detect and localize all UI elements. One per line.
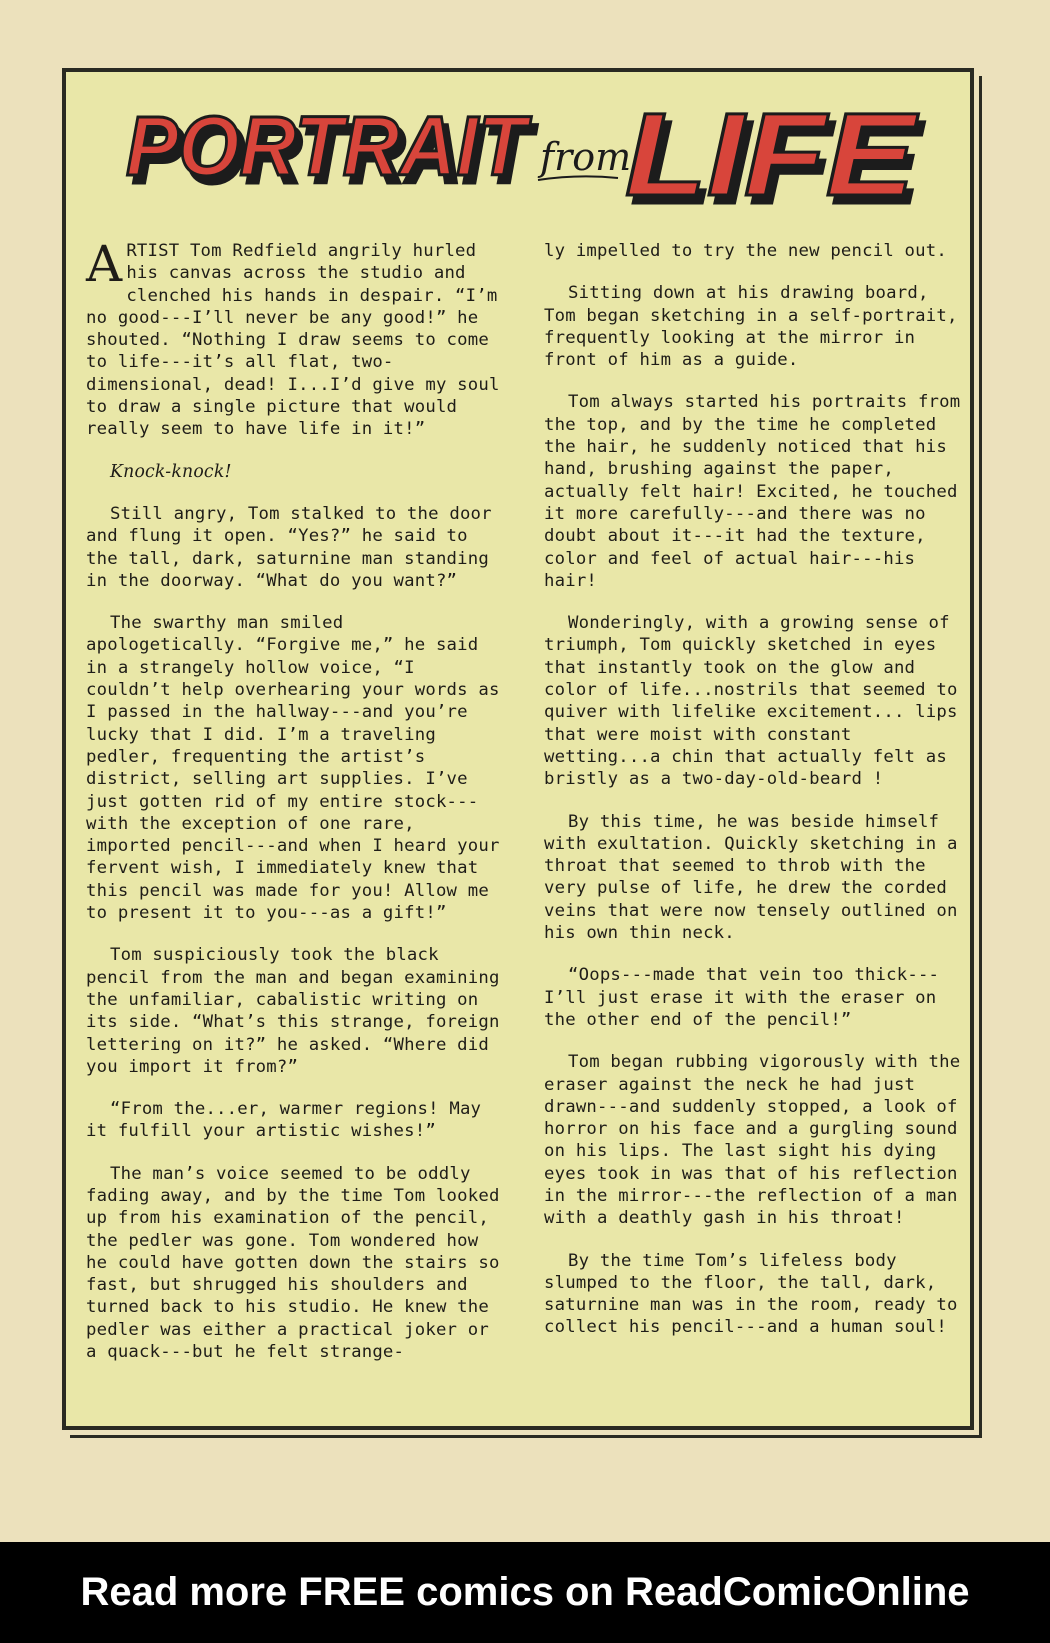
paragraph-10: Tom always started his portraits from the top, and by the time he completed the hair, he suddenly noticed that his hand, brushing against the paper, actually felt hair! Excited, he touched it more carefully---and there was no doubt about it---it had the texture, color and feel of actual hair---his hair! <box>544 392 961 591</box>
title-word-life: LIFE <box>625 89 919 221</box>
drop-cap: A <box>86 235 123 293</box>
paragraph-12: By this time, he was beside himself with exultation. Quickly sketching in a throat that seemed to throb with the very pulse of life, he drew the corded veins that were now tensely outlined on his own thin neck. <box>544 811 958 944</box>
paragraph-13: “Oops---made that vein too thick--- I’ll just erase it with the eraser on the other end of the pencil!” <box>544 965 940 1030</box>
paragraph-5: Tom suspiciously took the black pencil from the man and began examining the unfamiliar, cabalistic writing on its side. “What’s this strange, foreign lettering on it?” he asked. “Where did you import it from?” <box>86 945 500 1077</box>
paragraph-14: Tom began rubbing vigorously with the eraser against the neck he had just drawn---and suddenly stopped, a look of horror on his face and a gurgling sound on his lips. The last sight his dying eyes took in was that of his reflection in the mirror---the reflection of a man with a deathly gash in his throat! <box>544 1052 961 1229</box>
promo-banner <box>0 1542 1050 1643</box>
paragraph-6: “From the...er, warmer regions! May it fulfill your artistic wishes!” <box>86 1099 482 1142</box>
right-column <box>544 240 964 1359</box>
title-word-from: from <box>540 135 632 179</box>
left-column <box>86 235 506 1383</box>
paragraph-3: Still angry, Tom stalked to the door and flung it open. “Yes?” he said to the tall, dark, saturnine man standing in the doorway. “What do you want?” <box>86 503 492 591</box>
paragraph-knock: Knock-knock! <box>110 461 232 482</box>
paragraph-8: ly impelled to try the new pencil out. <box>544 241 947 261</box>
title-word-portrait: PORTRAIT <box>126 99 533 193</box>
paragraph-1 <box>86 235 506 441</box>
paragraph-9: Sitting down at his drawing board, Tom began sketching in a self-portrait, frequently looking at the mirror in front of him as a guide. <box>544 283 958 371</box>
paragraph-4: The swarthy man smiled apologetically. “Forgive me,” he said in a strangely hollow voice, “I couldn’t help overhearing your words as I passed in the hallway---and you’re lucky that I did. I’m a traveling pedler, frequenting the artist’s district, selling art supplies. I’ve just gotten rid of my entire stock---with the exception of one rare, imported pencil---and when I heard your fervent wish, I immediately knew that this pencil was made for you! Allow me to present it to you---as a gift!” <box>86 613 500 924</box>
paragraph-7: The man’s voice seemed to be oddly fading away, and by the time Tom looked up from his examination of the pencil, the pedler was gone. Tom wondered how he could have gotten down the stairs so fast, but shrugged his shoulders and turned back to his studio. He knew the pedler was either a practical joker or a quack---but he felt strange- <box>86 1163 500 1363</box>
story-title <box>120 80 940 230</box>
paragraph-11: Wonderingly, with a growing sense of triumph, Tom quickly sketched in eyes that instantly took on the glow and color of life...nostrils that seemed to quiver with lifelike excitement... lips that were moist with constant wetting...a chin that actually felt as bristly as a two-day-old-beard ! <box>544 613 958 790</box>
promo-banner-text: Read more FREE comics on ReadComicOnline <box>80 1570 970 1614</box>
paragraph-15: By the time Tom’s lifeless body slumped to the floor, the tall, dark, saturnine man was in the room, ready to collect his pencil---and a human soul! <box>544 1250 958 1338</box>
paragraph-1-text: RTIST Tom Redfield angrily hurled his canvas across the studio and clenched his hands in despair. “I’m no good---I’ll never be any good!” he shouted. “Nothing I draw seems to come to life---it’s all flat, two-dimensional, dead! I...I’d give my soul to draw a single picture that would really seem to have life in it!” <box>86 241 500 440</box>
